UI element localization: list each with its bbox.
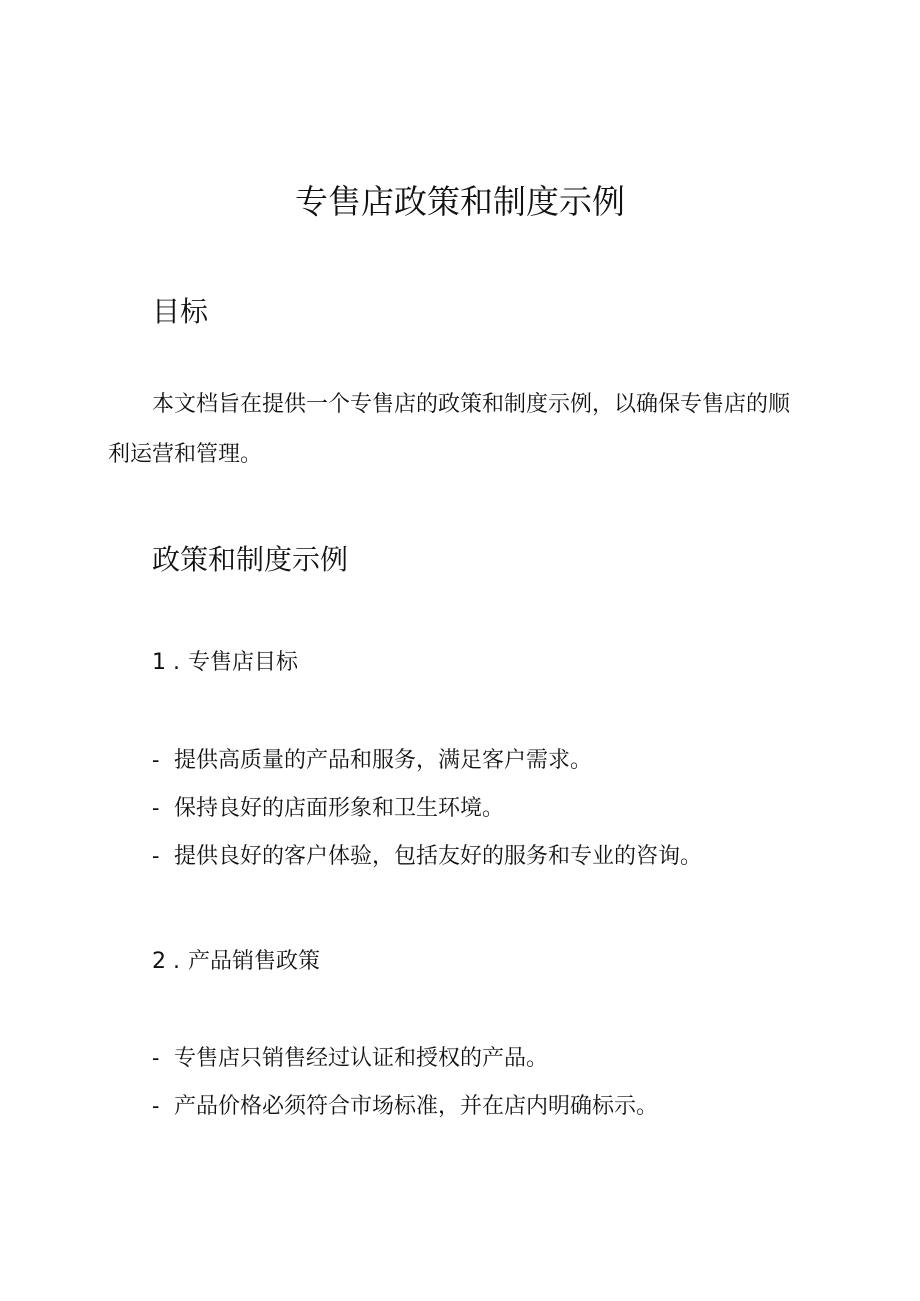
list-item-text: 提供良好的客户体验，包括友好的服务和专业的咨询。 [174, 844, 703, 869]
dash-marker: - [152, 1094, 160, 1119]
list-item [152, 1083, 658, 1131]
dash-marker: - [152, 748, 160, 773]
goal-paragraph: 本文档旨在提供一个专售店的政策和制度示例，以确保专售店的顺利运营和管理。 [108, 392, 791, 467]
dash-marker: - [152, 844, 160, 869]
dash-marker: - [152, 796, 160, 821]
policy-item-1-bullets [152, 737, 702, 881]
document-title: 专售店政策和制度示例 [295, 182, 625, 221]
policy-item-2-bullets [152, 1035, 658, 1131]
list-item [152, 785, 702, 833]
policy-item-title: 专售店目标 [187, 650, 298, 675]
list-item [152, 1035, 658, 1083]
section-heading-policies: 政策和制度示例 [152, 543, 349, 576]
policy-item-number: 1 . [152, 650, 180, 675]
list-item-text: 专售店只销售经过认证和授权的产品。 [174, 1046, 549, 1071]
policy-item-number: 2 . [152, 949, 180, 974]
list-item-text: 保持良好的店面形象和卫生环境。 [174, 796, 505, 821]
policy-item-1-heading [152, 645, 298, 681]
list-item [152, 833, 702, 881]
list-item-text: 产品价格必须符合市场标准，并在店内明确标示。 [174, 1094, 659, 1119]
dash-marker: - [152, 1046, 160, 1071]
section-heading-goal: 目标 [152, 295, 209, 328]
list-item-text: 提供高质量的产品和服务，满足客户需求。 [174, 748, 593, 773]
list-item [152, 737, 702, 785]
policy-item-2-heading [152, 944, 320, 980]
policy-item-title: 产品销售政策 [187, 949, 320, 974]
